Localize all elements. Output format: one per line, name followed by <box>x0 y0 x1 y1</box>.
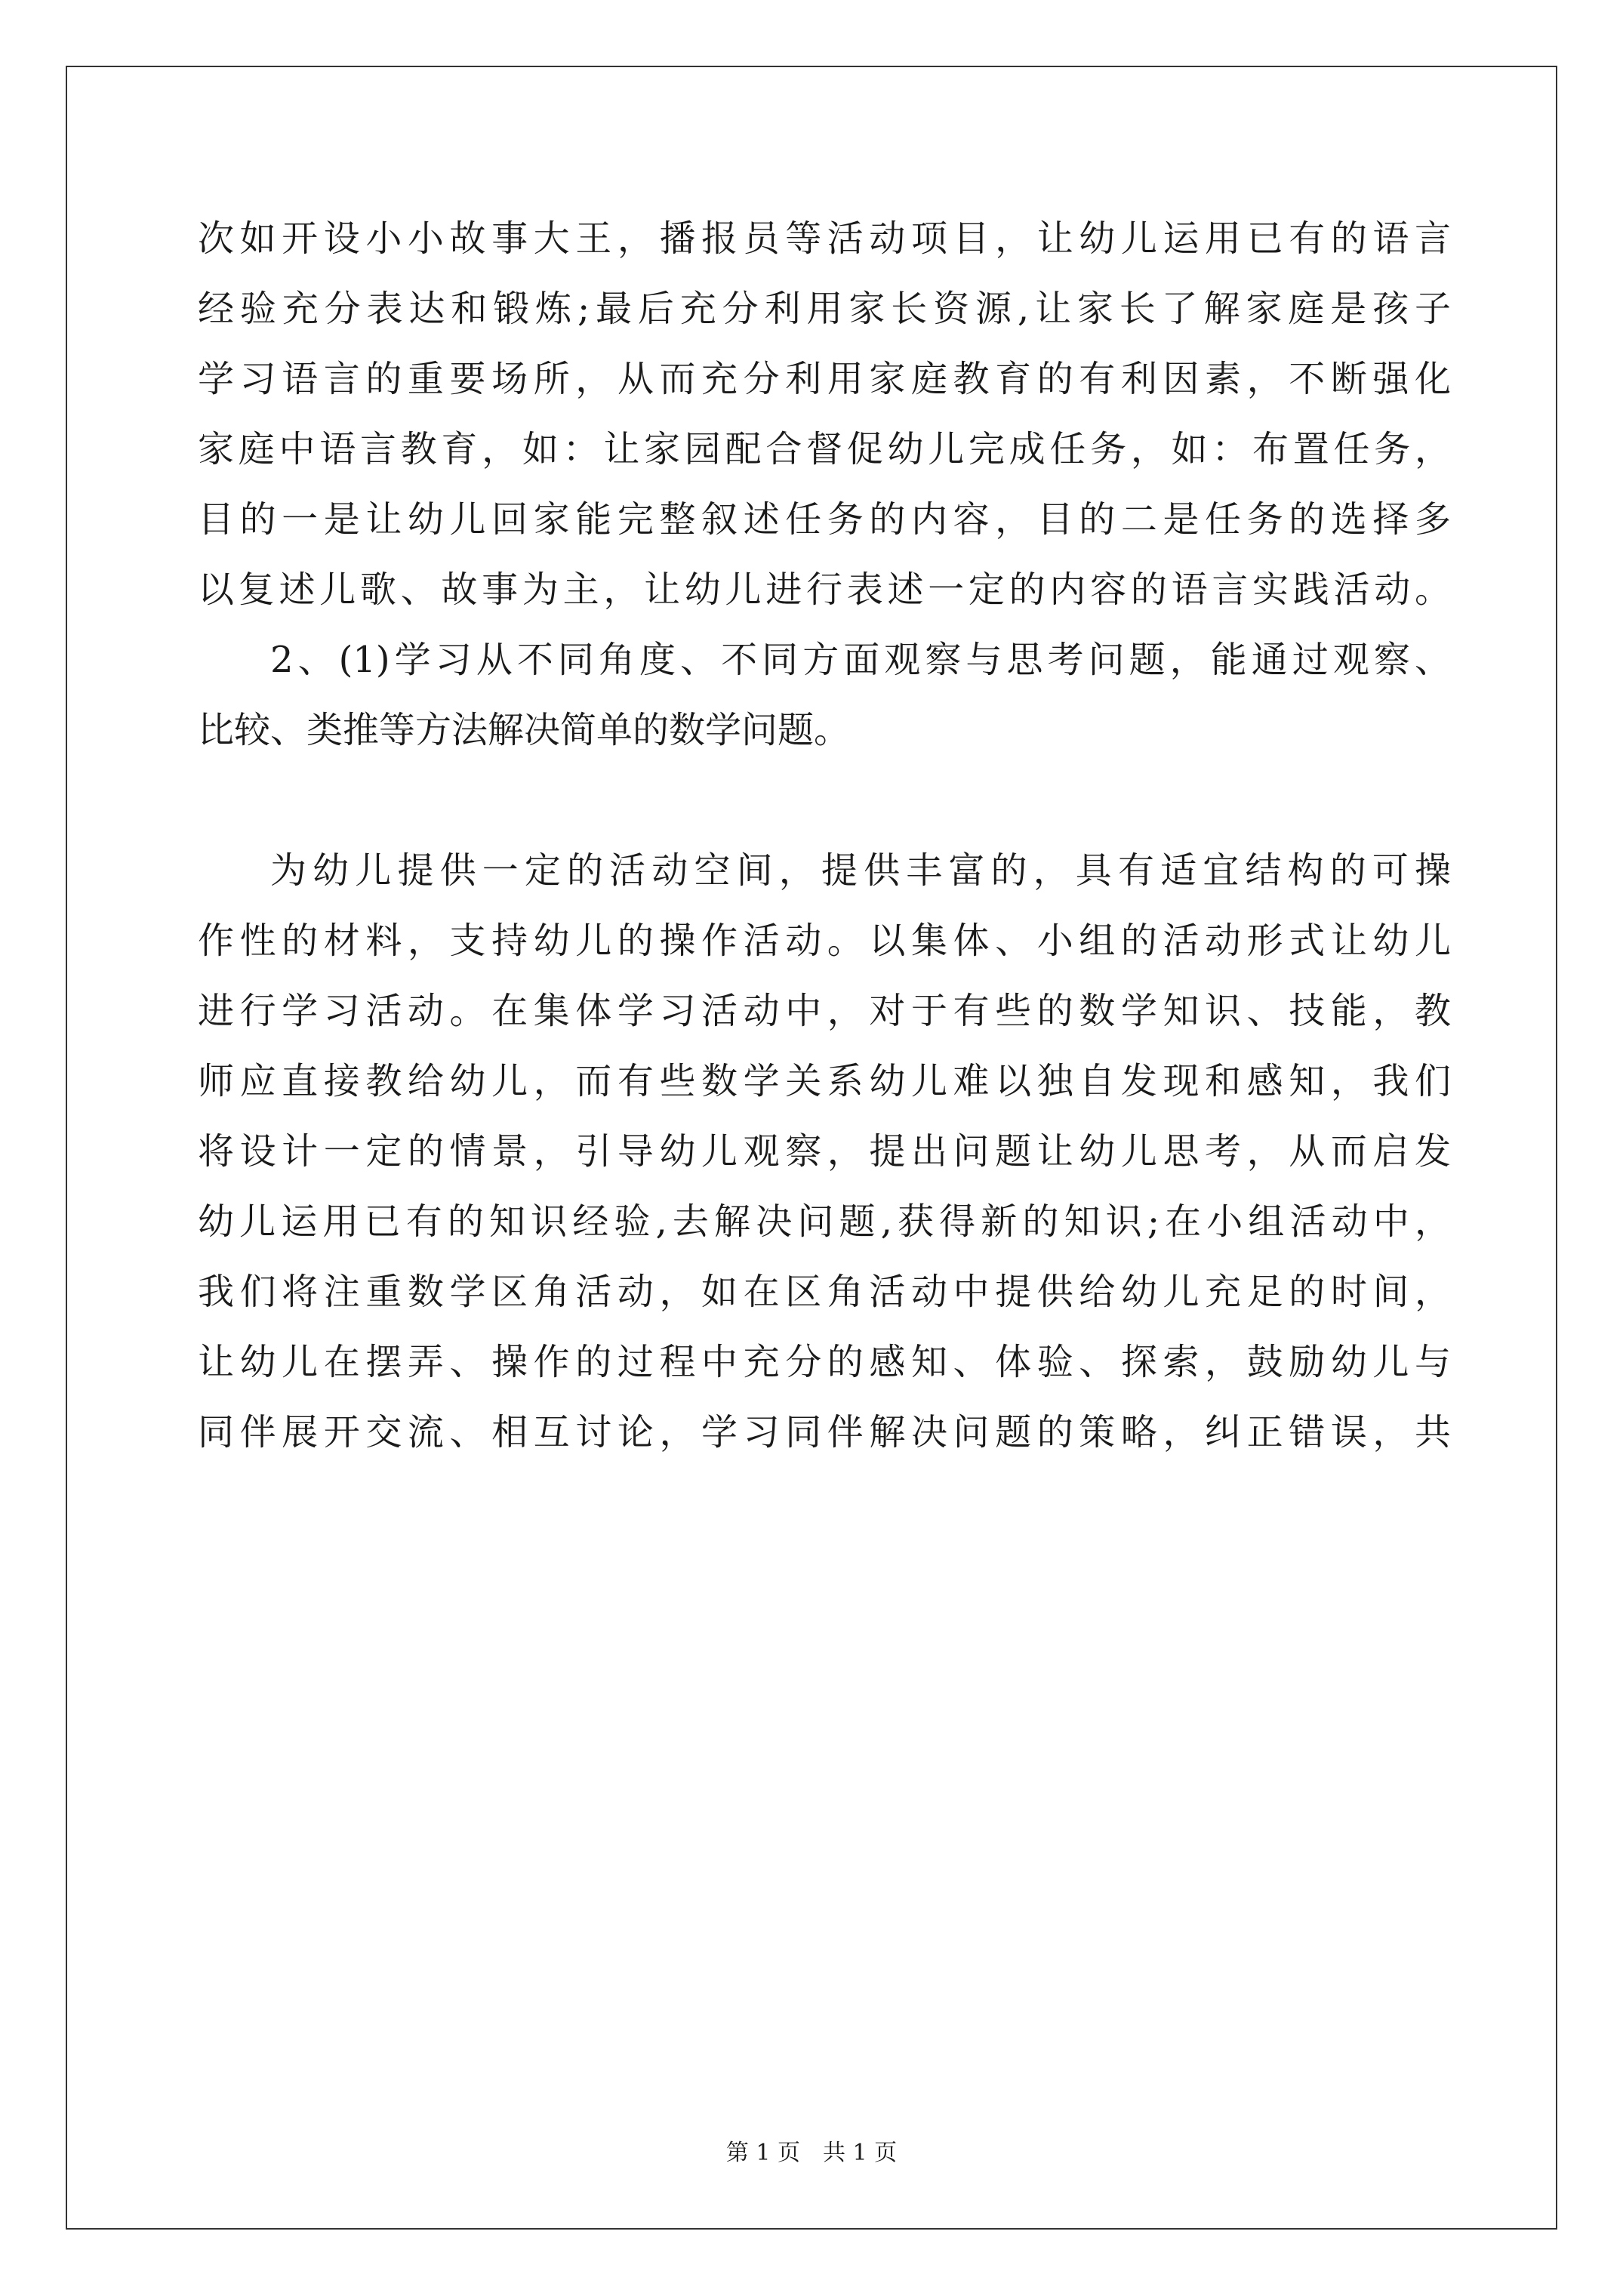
paragraph-line: 将设计一定的情景，引导幼儿观察，提出问题让幼儿思考，从而启发 <box>198 1130 1451 1173</box>
page-number-footer: 第 1 页 共 1 页 <box>725 2140 898 2166</box>
paragraph-line: 2、(1)学习从不同角度、不同方面观察与思考问题，能通过观察、 <box>270 639 1451 681</box>
paragraph-line: 同伴展开交流、相互讨论，学习同伴解决问题的策略，纠正错误，共 <box>198 1411 1451 1453</box>
paragraph-line: 作性的材料，支持幼儿的操作活动。以集体、小组的活动形式让幼儿 <box>198 920 1451 962</box>
paragraph-line: 目的一是让幼儿回家能完整叙述任务的内容，目的二是任务的选择多 <box>198 498 1451 541</box>
paragraph-line: 为幼儿提供一定的活动空间，提供丰富的，具有适宜结构的可操 <box>270 849 1451 892</box>
paragraph-1 <box>198 204 1451 625</box>
paragraph-line: 次如开设小小故事大王，播报员等活动项目，让幼儿运用已有的语言 <box>198 217 1451 260</box>
paragraph-gap <box>198 766 1451 836</box>
paragraph-line: 进行学习活动。在集体学习活动中，对于有些的数学知识、技能，教 <box>198 990 1451 1032</box>
paragraph-2 <box>198 625 1451 766</box>
paragraph-line: 让幼儿在摆弄、操作的过程中充分的感知、体验、探索，鼓励幼儿与 <box>198 1341 1451 1383</box>
document-body <box>198 204 1451 1468</box>
paragraph-line: 幼儿运用已有的知识经验,去解决问题,获得新的知识;在小组活动中， <box>198 1200 1451 1243</box>
paragraph-line: 我们将注重数学区角活动，如在区角活动中提供给幼儿充足的时间， <box>198 1271 1451 1313</box>
paragraph-line: 师应直接教给幼儿，而有些数学关系幼儿难以独自发现和感知，我们 <box>198 1060 1451 1102</box>
paragraph-line: 比较、类推等方法解决简单的数学问题。 <box>198 709 851 751</box>
paragraph-3 <box>198 836 1451 1468</box>
paragraph-line: 经验充分表达和锻炼;最后充分利用家长资源,让家长了解家庭是孩子 <box>198 288 1451 330</box>
paragraph-line: 学习语言的重要场所，从而充分利用家庭教育的有利因素，不断强化 <box>198 358 1451 400</box>
paragraph-line: 以复述儿歌、故事为主，让幼儿进行表述一定的内容的语言实践活动。 <box>198 569 1451 611</box>
paragraph-line: 家庭中语言教育，如：让家园配合督促幼儿完成任务，如：布置任务， <box>198 428 1451 470</box>
